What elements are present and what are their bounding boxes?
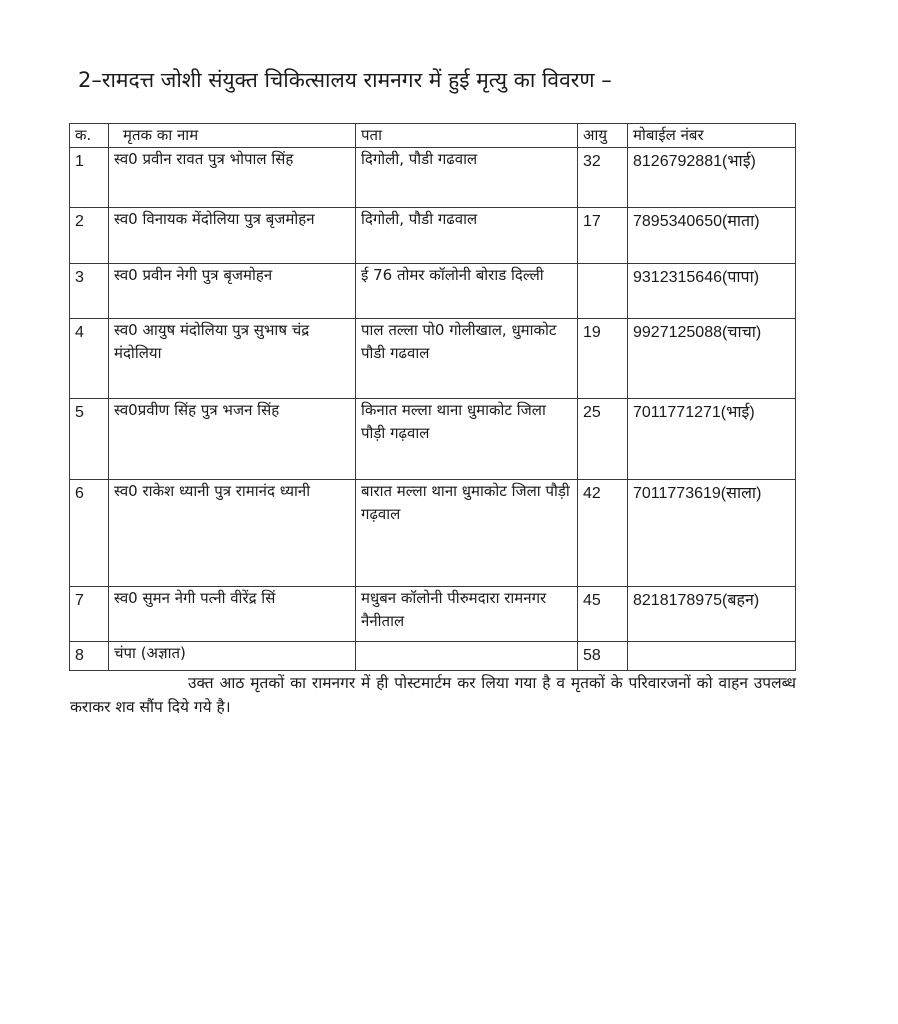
cell-address: दिगोली, पौडी गढवाल	[356, 208, 578, 264]
table-row	[70, 480, 796, 587]
cell-age: 19	[578, 319, 628, 399]
cell-age: 32	[578, 148, 628, 208]
deaths-table	[69, 123, 796, 671]
cell-address: दिगोली, पौडी गढवाल	[356, 148, 578, 208]
header-mobile: मोबाईल नंबर	[628, 124, 796, 148]
cell-name: स्व0 राकेश ध्यानी पुत्र रामानंद ध्यानी	[109, 480, 356, 587]
footer-paragraph: उक्त आठ मृतकों का रामनगर में ही पोस्टमार्टम कर लिया गया है व मृतकों के परिवारजनों को वाहन उपलब्ध कराकर शव सौंप दिये गये है।	[70, 673, 796, 716]
cell-name: स्व0 प्रवीन नेगी पुत्र बृजमोहन	[109, 264, 356, 319]
cell-mobile: 7011771271(भाई)	[628, 399, 796, 480]
cell-address	[356, 642, 578, 671]
cell-mobile: 9927125088(चाचा)	[628, 319, 796, 399]
cell-name: चंपा (अज्ञात)	[109, 642, 356, 671]
header-serial: क.	[70, 124, 109, 148]
cell-serial: 1	[70, 148, 109, 208]
cell-name: स्व0 विनायक मेंदोलिया पुत्र बृजमोहन	[109, 208, 356, 264]
table-header-row	[70, 124, 796, 148]
cell-serial: 5	[70, 399, 109, 480]
table-row	[70, 319, 796, 399]
cell-address: किनात मल्ला थाना धुमाकोट जिला पौड़ी गढ़वाल	[356, 399, 578, 480]
header-address: पता	[356, 124, 578, 148]
cell-mobile	[628, 642, 796, 671]
cell-serial: 2	[70, 208, 109, 264]
table-row	[70, 148, 796, 208]
cell-serial: 8	[70, 642, 109, 671]
cell-address: बारात मल्ला थाना धुमाकोट जिला पौड़ी गढ़वाल	[356, 480, 578, 587]
document-title: 2–रामदत्त जोशी संयुक्त चिकित्सालय रामनगर में हुई मृत्यु का विवरण –	[78, 68, 612, 92]
cell-address: मधुबन कॉलोनी पीरुमदारा रामनगर नैनीताल	[356, 587, 578, 642]
cell-age: 17	[578, 208, 628, 264]
cell-address: ई 76 तोमर कॉलोनी बोराड दिल्ली	[356, 264, 578, 319]
header-age: आयु	[578, 124, 628, 148]
cell-name: स्व0 आयुष मंदोलिया पुत्र सुभाष चंद्र मंदोलिया	[109, 319, 356, 399]
cell-name: स्व0 प्रवीन रावत पुत्र भोपाल सिंह	[109, 148, 356, 208]
cell-mobile: 7011773619(साला)	[628, 480, 796, 587]
table-row	[70, 208, 796, 264]
cell-mobile: 7895340650(माता)	[628, 208, 796, 264]
cell-mobile: 8126792881(भाई)	[628, 148, 796, 208]
cell-serial: 6	[70, 480, 109, 587]
cell-age	[578, 264, 628, 319]
cell-mobile: 8218178975(बहन)	[628, 587, 796, 642]
header-name: मृतक का नाम	[109, 124, 356, 148]
table-row	[70, 399, 796, 480]
cell-name: स्व0प्रवीण सिंह पुत्र भजन सिंह	[109, 399, 356, 480]
cell-serial: 3	[70, 264, 109, 319]
cell-age: 25	[578, 399, 628, 480]
cell-name: स्व0 सुमन नेगी पत्नी वीरेंद्र सिं	[109, 587, 356, 642]
cell-address: पाल तल्ला पो0 गोलीखाल, धुमाकोट पौडी गढवाल	[356, 319, 578, 399]
table-row	[70, 587, 796, 642]
cell-age: 45	[578, 587, 628, 642]
table-row	[70, 642, 796, 671]
cell-age: 42	[578, 480, 628, 587]
cell-age: 58	[578, 642, 628, 671]
table-row	[70, 264, 796, 319]
cell-mobile: 9312315646(पापा)	[628, 264, 796, 319]
cell-serial: 7	[70, 587, 109, 642]
cell-serial: 4	[70, 319, 109, 399]
